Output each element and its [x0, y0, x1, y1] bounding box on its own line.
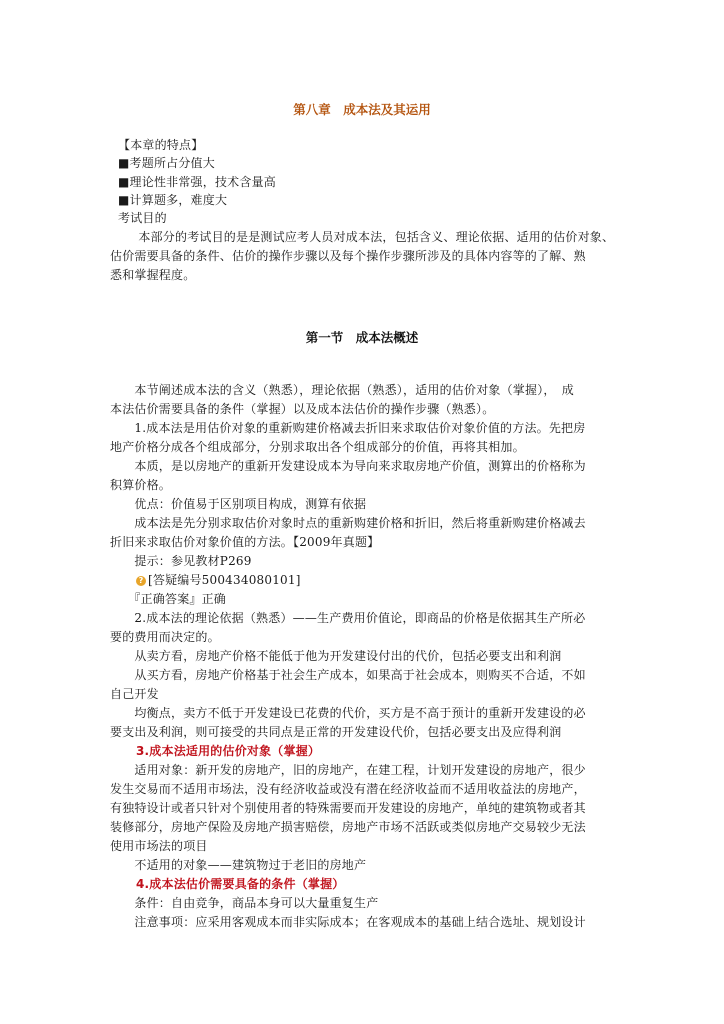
body-line: 装修部分，房地产保险及房地产损害赔偿，房地产市场不活跃或类似房地产交易较少无法: [110, 820, 586, 834]
body-line: 积算价格。: [110, 478, 172, 492]
body-line: 『正确答案』正确: [110, 592, 227, 606]
body-line: 要的费用而决定的。: [110, 630, 220, 644]
chapter-title: 第八章 成本法及其运用: [293, 102, 431, 117]
intro-line: 考试目的: [118, 211, 167, 225]
intro-line: ■计算题多，难度大: [118, 193, 228, 207]
body-line: 从卖方看，房地产价格不能低于他为开发建设付出的代价，包括必要支出和利润: [110, 649, 562, 663]
body-line: 有独特设计或者只针对个别使用者的特殊需要而开发建设的房地产，单纯的建筑物或者其: [110, 801, 586, 815]
intro-line: ■理论性非常强，技术含量高: [118, 175, 276, 189]
body-line: 自己开发: [110, 687, 159, 701]
body-line: 2.成本法的理论依据（熟悉）——生产费用价值论，即商品的价格是依据其生产所必: [110, 611, 586, 625]
body-line: 要支出及利润，则可接受的共同点是正常的开发建设代价，包括必要支出及应得利润: [110, 725, 562, 739]
body-line: 不适用的对象——建筑物过于老旧的房地产: [110, 858, 367, 872]
intro-line: 本部分的考试目的是是测试应考人员对成本法，包括含义、理论依据、适用的估价对象、: [114, 230, 615, 244]
question-ref-line: [136, 572, 636, 588]
section-title: 第一节 成本法概述: [305, 330, 419, 345]
question-icon[interactable]: ?: [136, 576, 146, 586]
body-line: 使用市场法的项目: [110, 839, 208, 853]
body-line: 适用对象：新开发的房地产，旧的房地产，在建工程，计划开发建设的房地产，很少: [110, 763, 586, 777]
body-line: 提示：参见教材P269: [110, 554, 252, 568]
body-line: 成本法是先分别求取估价对象时点的重新购建价格和折旧，然后将重新购建价格减去: [110, 516, 586, 530]
body-line: 1.成本法是用估价对象的重新购建价格减去折旧来求取估价对象价值的方法。先把房: [110, 421, 586, 435]
body-line: 条件：自由竞争，商品本身可以大量重复生产: [110, 896, 379, 910]
body-line: 从买方看，房地产价格基于社会生产成本，如果高于社会成本，则购买不合适，不如: [110, 668, 586, 682]
intro-line: 估价需要具备的条件、估价的操作步骤以及每个操作步骤所涉及的具体内容等的了解、熟: [110, 249, 586, 263]
intro-line: 悉和掌握程度。: [110, 268, 196, 282]
intro-line: ■考题所占分值大: [118, 156, 215, 170]
subheading-4: 4.成本法估价需要具备的条件（掌握）: [136, 877, 345, 891]
body-line: 发生交易而不适用市场法，没有经济收益或没有潜在经济收益而不适用收益法的房地产，: [110, 782, 586, 796]
body-line: 折旧来求取估价对象价值的方法。【2009年真题】: [110, 535, 380, 549]
body-line: 本节阐述成本法的含义（熟悉），理论依据（熟悉），适用的估价对象（掌握）， 成: [110, 383, 575, 397]
body-line: 均衡点，卖方不低于开发建设已花费的代价，买方是不高于预计的重新开发建设的必: [110, 706, 586, 720]
body-line: 本法估价需要具备的条件（掌握）以及成本法估价的操作步骤（熟悉）。: [110, 402, 495, 416]
question-ref: [答疑编号500434080101]: [148, 573, 301, 587]
body-line: 地产价格分成各个组成部分，分别求取出各个组成部分的价值，再将其相加。: [110, 440, 525, 454]
body-line: 注意事项：应采用客观成本而非实际成本；在客观成本的基础上结合选址、规划设计: [110, 915, 586, 929]
body-line: 本质，是以房地产的重新开发建设成本为导向来求取房地产价值，测算出的价格称为: [110, 459, 586, 473]
body-line: 优点：价值易于区别项目构成，测算有依据: [110, 497, 367, 511]
subheading-3: 3.成本法适用的估价对象（掌握）: [136, 744, 321, 758]
intro-line: 【本章的特点】: [118, 138, 204, 152]
